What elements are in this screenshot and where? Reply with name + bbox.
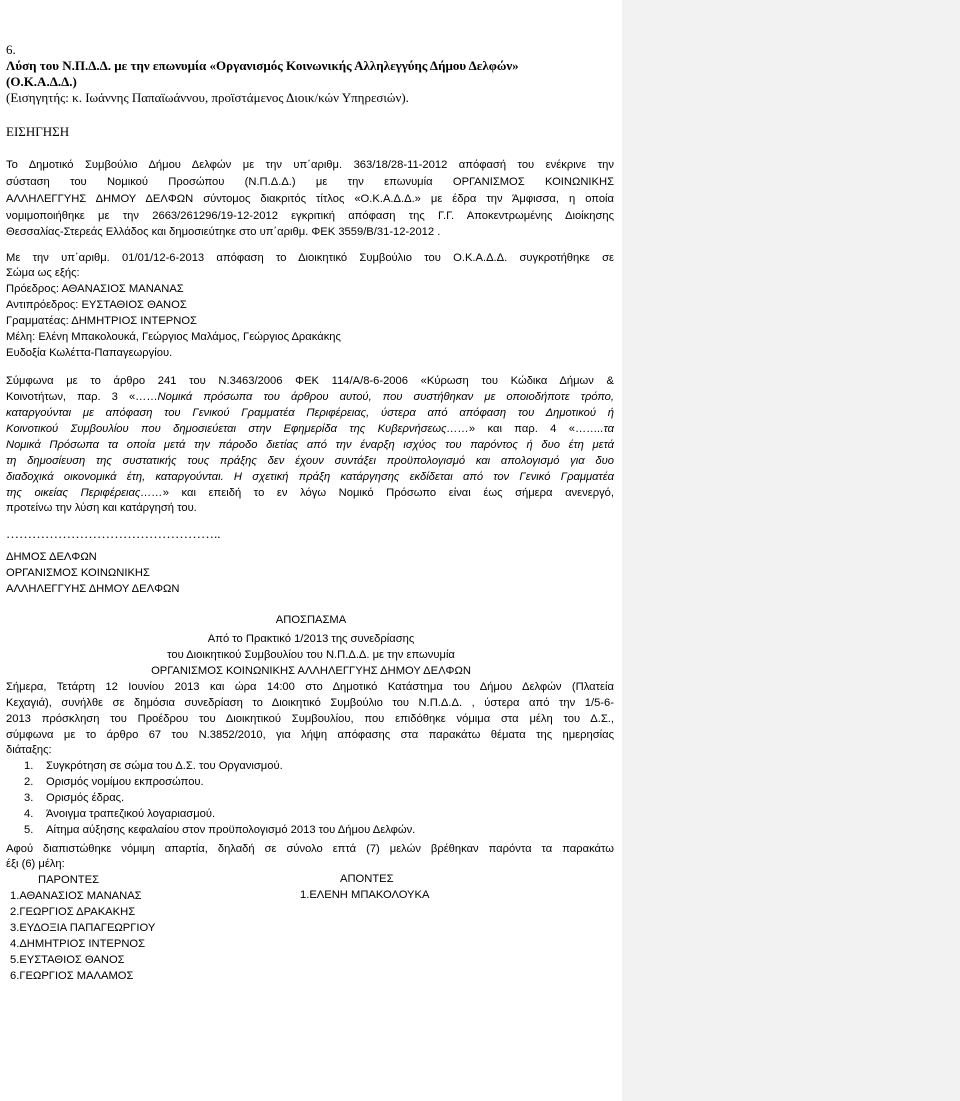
dots-separator: ………………………………………….. xyxy=(6,526,221,541)
comment-margin-panel xyxy=(622,0,960,1101)
para3-line: καταργούνται με απόφαση του Γενικού Γραμματέα Περιφέρειας, ύστερα από απόφαση του Δημοτικού ή xyxy=(6,407,614,419)
rapporteur: (Εισηγητής: κ. Ιωάννης Παπαϊωάννου, προϊστάμενος Διοικ/κών Υπηρεσιών). xyxy=(6,90,409,105)
present-member: 1.ΑΘΑΝΑΣΙΟΣ ΜΑΝΑΝΑΣ xyxy=(10,890,142,902)
board-vice-president: Αντιπρόεδρος: ΕΥΣΤΑΘΙΟΣ ΘΑΝΟΣ xyxy=(6,299,187,311)
apospasma-heading: ΑΠΟΣΠΑΣΜΑ xyxy=(275,614,347,626)
present-member: 2.ΓΕΩΡΓΙΟΣ ΔΡΑΚΑΚΗΣ xyxy=(10,906,136,918)
present-member: 5.ΕΥΣΤΑΘΙΟΣ ΘΑΝΟΣ xyxy=(10,954,125,966)
para3-line: Νομικά Πρόσωπα τα οποία μετά την πάροδο διετίας από την έναρξη ισχύος του παρόντος ή δυο έτη μετά xyxy=(6,439,614,451)
item-title: Λύση του Ν.Π.Δ.Δ. με την επωνυμία «Οργανισμός Κοινωνικής Αλληλεγγύης Δήμου Δελφών» xyxy=(6,58,519,73)
present-member: 4.ΔΗΜΗΤΡΙΟΣ ΙΝΤΕΡΝΟΣ xyxy=(10,938,146,950)
minutes-title: Από το Πρακτικό 1/2013 της συνεδρίασης xyxy=(207,633,415,645)
minutes-title: ΟΡΓΑΝΙΣΜΟΣ ΚΟΙΝΩΝΙΚΗΣ ΑΛΛΗΛΕΓΓΥΗΣ ΔΗΜΟΥ ΔΕΛΦΩΝ xyxy=(151,665,471,677)
para3-line: Κοινοτήτων, παρ. 3 «……Νομικά πρόσωπα του άρθρου αυτού, που συστήθηκαν με οποιοδήποτε τρόπο, xyxy=(6,391,614,403)
present-label: ΠΑΡΟΝΤΕΣ xyxy=(38,874,99,886)
para4-line: διάταξης: xyxy=(6,744,52,756)
board-president: Πρόεδρος: ΑΘΑΝΑΣΙΟΣ ΜΑΝΑΝΑΣ xyxy=(6,283,184,295)
para4-line: Σήμερα, Τετάρτη 12 Ιουνίου 2013 και ώρα 14:00 στο Δημοτικό Κατάστημα του Δήμου Δελφών (Πλατεία xyxy=(6,681,614,693)
quorum-line: Αφού διαπιστώθηκε νόμιμη απαρτία, δηλαδή σε σύνολο επτά (7) μελών βρέθηκαν παρόντα τα παρακάτω xyxy=(6,843,614,855)
agenda-item: 4. Άνοιγμα τραπεζικού λογαριασμού. xyxy=(24,808,216,820)
para4-line: σύμφωνα με το άρθρο 67 του Ν.3852/2010, για λήψη απόφασης στα παρακάτω θέματα της ημερησίας xyxy=(6,729,614,741)
para3-line: τη δημοσίευση της συστατικής τους πράξης δεν έχουν συντάξει προϋπολογισμό και απολογισμό για δυο xyxy=(6,455,614,467)
para1-line: Θεσσαλίας-Στερεάς Ελλάδος και δημοσιεύτηκε στο υπ΄αριθμ. ΦΕΚ 3559/Β/31-12-2012 . xyxy=(6,226,441,238)
org-name: ΔΗΜΟΣ ΔΕΛΦΩΝ xyxy=(6,551,97,563)
present-member: 6.ΓΕΩΡΓΙΟΣ ΜΑΛΑΜΟΣ xyxy=(10,970,134,982)
para3-line: διαδοχικά οικονομικά έτη, καταργούνται. Η σχετική πράξη κατάργησης εκδίδεται από τον Γενικό Γραμματέα xyxy=(6,471,614,483)
para3-line: της οικείας Περιφέρειας……» και επειδή το εν λόγω Νομικό Πρόσωπο είναι έως σήμερα ανενεργό, xyxy=(6,487,614,499)
board-secretary: Γραμματέας: ΔΗΜΗΤΡΙΟΣ ΙΝΤΕΡΝΟΣ xyxy=(6,315,197,327)
para2-line: Σώμα ως εξής: xyxy=(6,267,80,279)
para2-line: Με την υπ΄αριθμ. 01/01/12-6-2013 απόφαση το Διοικητικό Συμβούλιο του Ο.Κ.Α.Δ.Δ. συγκροτήθηκε σε xyxy=(6,252,614,264)
eisigisi-label: ΕΙΣΗΓΗΣΗ xyxy=(6,124,70,139)
absent-label: ΑΠΟΝΤΕΣ xyxy=(340,873,394,885)
para1-line: Το Δημοτικό Συμβούλιο Δήμου Δελφών με την υπ΄αριθμ. 363/18/28-11-2012 απόφασή του ενέκρινε την xyxy=(6,159,614,171)
para1-line: νομιμοποιήθηκε με την 2663/261296/19-12-2012 εγκριτική απόφαση της Γ.Γ. Αποκεντρωμένης Διοίκησης xyxy=(6,210,614,222)
present-member: 3.ΕΥΔΟΞΙΑ ΠΑΠΑΓΕΩΡΓΙΟΥ xyxy=(10,922,156,934)
absent-member: 1.ΕΛΕΝΗ ΜΠΑΚΟΛΟΥΚΑ xyxy=(300,889,430,901)
para4-line: 2013 πρόσκληση του Προέδρου του Διοικητικού Συμβουλίου, που επιδόθηκε νόμιμα στα μέλη του Δ.Σ., xyxy=(6,713,614,725)
agenda-item: 5. Αίτημα αύξησης κεφαλαίου στον προϋπολογισμό 2013 του Δήμου Δελφών. xyxy=(24,824,416,836)
para3-line: Κοινοτικού Συμβουλίου που δημοσιεύεται στην Εφημερίδα της Κυβερνήσεως……» και παρ. 4 «……..τα xyxy=(6,423,614,435)
para1-line: σύσταση του Νομικού Προσώπου (Ν.Π.Δ.Δ.) με την επωνυμία ΟΡΓΑΝΙΣΜΟΣ ΚΟΙΝΩΝΙΚΗΣ xyxy=(6,176,614,188)
para4-line: Κεχαγιά), συνήλθε σε δημόσια συνεδρίαση το Διοικητικό Συμβούλιο του Ν.Π.Δ.Δ. , ύστερα από την 1/5-6- xyxy=(6,697,614,709)
org-name: ΑΛΛΗΛΕΓΓΥΗΣ ΔΗΜΟΥ ΔΕΛΦΩΝ xyxy=(6,583,180,595)
board-members-cont: Ευδοξία Κωλέττα-Παπαγεωργίου. xyxy=(6,347,173,359)
para1-line: ΑΛΛΗΛΕΓΓΥΗΣ ΔΗΜΟΥ ΔΕΛΦΩΝ σύντομος διακριτός τίτλος «Ο.Κ.Α.Δ.Δ.» με έδρα την Άμφισσα, η οποία xyxy=(6,193,614,205)
agenda-item: 1. Συγκρότηση σε σώμα του Δ.Σ. του Οργανισμού. xyxy=(24,760,283,772)
agenda-item: 2. Ορισμός νομίμου εκπροσώπου. xyxy=(24,776,204,788)
para3-line: Σύμφωνα με το άρθρο 241 του Ν.3463/2006 ΦΕΚ 114/Α/8-6-2006 «Κύρωση του Κώδικα Δήμων & xyxy=(6,375,614,387)
org-name: ΟΡΓΑΝΙΣΜΟΣ ΚΟΙΝΩΝΙΚΗΣ xyxy=(6,567,150,579)
item-number: 6. xyxy=(6,42,16,57)
quorum-line: έξι (6) μέλη: xyxy=(6,858,65,870)
board-members: Μέλη: Ελένη Μπακολουκά, Γεώργιος Μαλάμος, Γεώργιος Δρακάκης xyxy=(6,331,341,343)
item-title-abbrev: (Ο.Κ.Α.Δ.Δ.) xyxy=(6,74,77,89)
minutes-title: του Διοικητικού Συμβουλίου του Ν.Π.Δ.Δ. με την επωνυμία xyxy=(167,649,455,661)
para3-line: προτείνω την λύση και κατάργησή του. xyxy=(6,502,197,514)
agenda-item: 3. Ορισμός έδρας. xyxy=(24,792,125,804)
